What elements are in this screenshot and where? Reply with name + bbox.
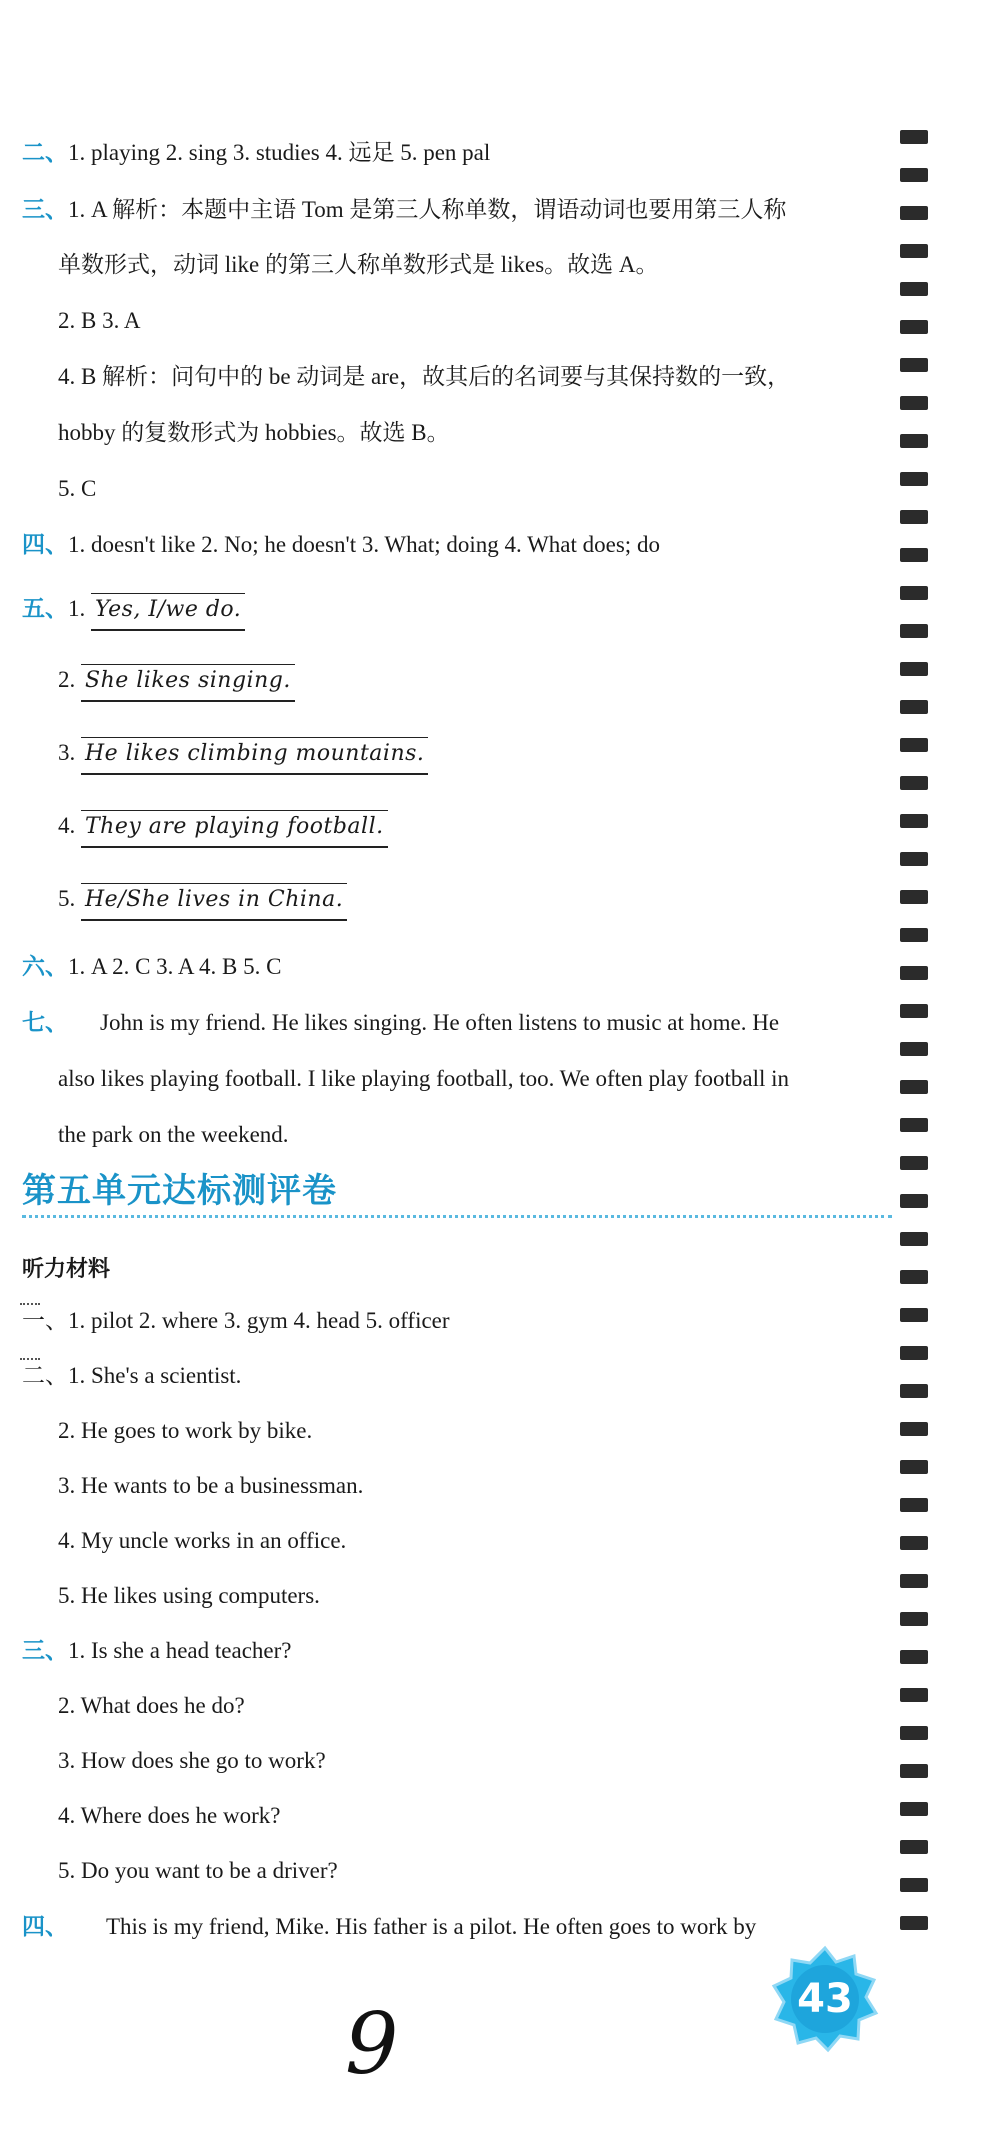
handwritten-answer: He/She lives in China. xyxy=(81,885,347,915)
sentence: 5. He likes using computers. xyxy=(58,1583,320,1608)
sentence: 1. She's a scientist. xyxy=(68,1363,242,1388)
handwritten-row xyxy=(58,738,428,769)
question: 1. Is she a head teacher? xyxy=(68,1638,292,1663)
unit-section-2-row xyxy=(22,1361,241,1391)
item-number: 5. xyxy=(58,886,76,911)
passage-line: also likes playing football. I like playing football, too. We often play football in xyxy=(58,1066,790,1091)
answer-text: 1. A 2. C 3. A 4. B 5. C xyxy=(68,954,282,979)
handwritten-answer: They are playing football. xyxy=(81,812,388,842)
section-2-row xyxy=(22,138,490,168)
unit-title: 第五单元达标测评卷 xyxy=(22,1171,337,1211)
passage-line: the park on the weekend. xyxy=(58,1122,289,1147)
answer-line: hobby 的复数形式为 hobbies。故选 B。 xyxy=(58,420,450,445)
unit-section-4-row xyxy=(22,1912,756,1942)
handwritten-answer: He likes climbing mountains. xyxy=(81,739,428,769)
passage-line: John is my friend. He likes singing. He often listens to music at home. He xyxy=(100,1010,780,1035)
section-4-row xyxy=(22,530,660,560)
answer-text: 1. playing 2. sing 3. studies 4. 远足 5. pen pal xyxy=(68,140,491,165)
sentence: 2. He goes to work by bike. xyxy=(58,1418,313,1443)
dotted-mark xyxy=(20,1358,40,1360)
section-label: 六、 xyxy=(22,954,68,980)
handwritten-row xyxy=(58,665,295,696)
page-number-badge xyxy=(770,1944,880,2054)
answer-line: 2. B 3. A xyxy=(58,308,141,333)
section-6-row xyxy=(22,952,281,982)
section-3-row xyxy=(22,195,786,225)
handwritten-row xyxy=(58,884,347,915)
passage-line: This is my friend, Mike. His father is a pilot. He often goes to work by xyxy=(106,1914,757,1939)
unit-section-3-row xyxy=(22,1636,292,1666)
handwritten-answer: She likes singing. xyxy=(81,666,295,696)
section-label: 五、 xyxy=(22,596,68,622)
handwritten-answer: Yes, I/we do. xyxy=(91,595,245,625)
listening-subhead: 听力材料 xyxy=(22,1257,111,1282)
section-label: 一、 xyxy=(22,1308,68,1333)
section-5-row xyxy=(22,594,245,625)
section-label: 三、 xyxy=(22,1638,68,1664)
handwritten-mark: 9 xyxy=(345,1995,399,2093)
title-divider xyxy=(22,1215,892,1218)
section-label: 四、 xyxy=(22,532,68,558)
answer-line: 5. C xyxy=(58,476,97,501)
item-number: 2. xyxy=(58,667,76,692)
sentence: 4. My uncle works in an office. xyxy=(58,1528,347,1553)
question: 3. How does she go to work? xyxy=(58,1748,326,1773)
section-label: 七、 xyxy=(22,1010,68,1036)
section-label: 二、 xyxy=(22,1363,68,1388)
answer-line: 单数形式，动词 like 的第三人称单数形式是 likes。故选 A。 xyxy=(58,252,659,277)
item-number: 1. xyxy=(68,596,86,621)
section-label: 三、 xyxy=(22,197,68,223)
answer-text: 1. doesn't like 2. No; he doesn't 3. What; doing 4. What does; do xyxy=(68,532,660,557)
answer-text: 1. pilot 2. where 3. gym 4. head 5. officer xyxy=(68,1308,450,1333)
section-label: 二、 xyxy=(22,140,68,166)
item-number: 3. xyxy=(58,740,76,765)
answer-text: 1. A 解析：本题中主语 Tom 是第三人称单数，谓语动词也要用第三人称 xyxy=(68,197,787,222)
sentence: 3. He wants to be a businessman. xyxy=(58,1473,364,1498)
dotted-mark xyxy=(20,1303,40,1305)
section-label: 四、 xyxy=(22,1914,68,1940)
page-number: 43 xyxy=(797,1976,853,2022)
unit-section-1-row xyxy=(22,1306,450,1336)
question: 4. Where does he work? xyxy=(58,1803,281,1828)
item-number: 4. xyxy=(58,813,76,838)
handwritten-row xyxy=(58,811,388,842)
section-7-row xyxy=(22,1008,779,1038)
question: 2. What does he do? xyxy=(58,1693,245,1718)
answer-line: 4. B 解析：问句中的 be 动词是 are，故其后的名词要与其保持数的一致， xyxy=(58,364,791,389)
question: 5. Do you want to be a driver? xyxy=(58,1858,338,1883)
binding-marks xyxy=(900,130,930,1960)
